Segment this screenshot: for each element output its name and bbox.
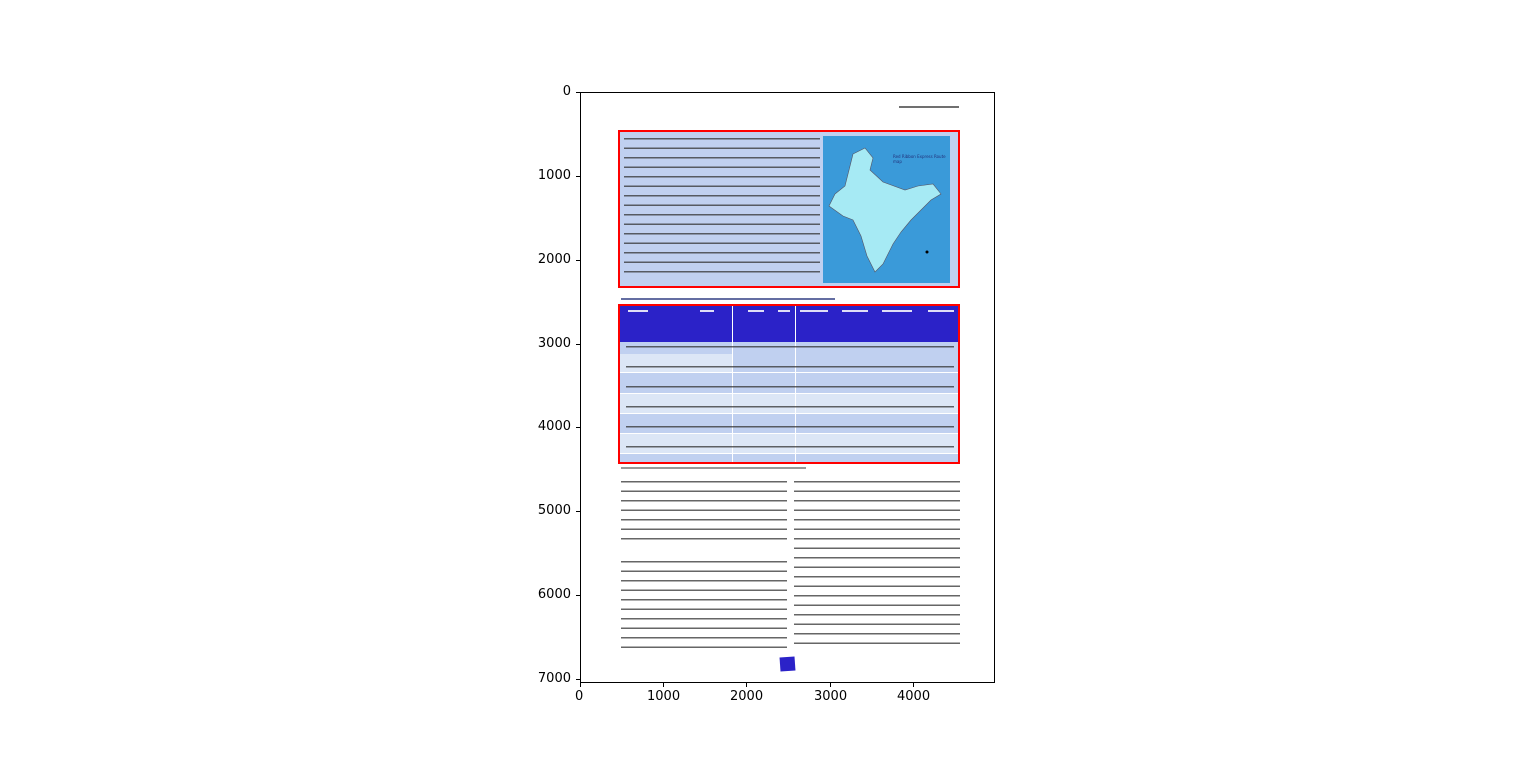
- y-tick-label: 1000: [537, 168, 571, 183]
- y-tick-label: 3000: [537, 336, 571, 351]
- y-tick-label: 5000: [537, 503, 571, 518]
- y-tick-label: 7000: [537, 671, 571, 686]
- data-table: [618, 304, 960, 464]
- intro-panel: [618, 130, 960, 288]
- x-tick-label: 0: [575, 689, 584, 704]
- y-tick-label: 6000: [537, 587, 571, 602]
- y-tick-label: 0: [562, 84, 571, 99]
- y-tick-label: 4000: [537, 419, 571, 434]
- map-image: [823, 136, 950, 283]
- table-caption: [621, 298, 835, 300]
- map-caption: Red Ribbon Express Route map: [893, 154, 946, 164]
- body-column-left-para1: [621, 481, 787, 547]
- body-column-left-para2: [621, 561, 787, 651]
- page-header-text: [899, 106, 959, 108]
- x-tick-label: 4000: [897, 689, 931, 704]
- y-tick-label: 2000: [537, 252, 571, 267]
- image-axes: [580, 92, 995, 683]
- x-tick-label: 2000: [730, 689, 764, 704]
- intro-paragraph: [624, 138, 820, 273]
- body-column-right: [794, 481, 960, 651]
- page-number-badge: [780, 656, 796, 671]
- table-footnote: [621, 467, 806, 469]
- x-tick-label: 1000: [647, 689, 681, 704]
- x-tick-label: 3000: [814, 689, 848, 704]
